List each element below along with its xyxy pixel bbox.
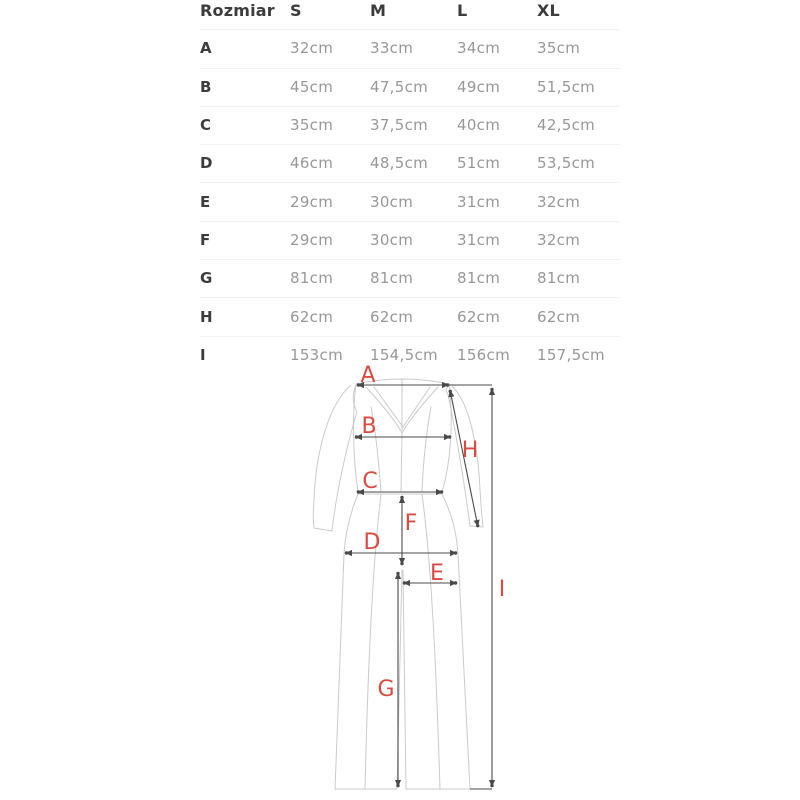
row-value: 49cm bbox=[457, 77, 501, 96]
row-value: 48,5cm bbox=[370, 154, 429, 173]
measure-label-a: A bbox=[360, 363, 376, 388]
row-value: 29cm bbox=[290, 230, 334, 249]
measure-label-i: I bbox=[498, 577, 506, 602]
table-header-size-l: L bbox=[457, 0, 468, 20]
row-value: 81cm bbox=[290, 269, 334, 288]
row-value: 154,5cm bbox=[370, 345, 438, 364]
table-header-size-xl: XL bbox=[537, 0, 560, 20]
row-value: 62cm bbox=[537, 307, 581, 326]
row-value: 31cm bbox=[457, 230, 501, 249]
row-label: E bbox=[200, 192, 211, 211]
row-value: 34cm bbox=[457, 39, 501, 58]
row-value: 31cm bbox=[457, 192, 501, 211]
measure-label-f: F bbox=[404, 511, 418, 536]
row-value: 42,5cm bbox=[537, 116, 596, 135]
table-header-size-s: S bbox=[290, 0, 302, 20]
row-value: 47,5cm bbox=[370, 77, 429, 96]
row-label: A bbox=[200, 39, 212, 58]
measure-label-h: H bbox=[461, 438, 479, 463]
row-value: 53,5cm bbox=[537, 154, 596, 173]
row-value: 62cm bbox=[370, 307, 414, 326]
row-value: 45cm bbox=[290, 77, 334, 96]
row-value: 153cm bbox=[290, 345, 343, 364]
row-value: 37,5cm bbox=[370, 116, 429, 135]
row-label: G bbox=[200, 269, 213, 288]
row-value: 46cm bbox=[290, 154, 334, 173]
row-value: 30cm bbox=[370, 192, 414, 211]
row-value: 35cm bbox=[537, 39, 581, 58]
measure-label-d: D bbox=[363, 530, 381, 555]
row-value: 157,5cm bbox=[537, 345, 605, 364]
table-header-dimension: Rozmiar bbox=[200, 0, 275, 20]
row-value: 32cm bbox=[290, 39, 334, 58]
row-value: 81cm bbox=[457, 269, 501, 288]
row-value: 29cm bbox=[290, 192, 334, 211]
row-label: C bbox=[200, 116, 212, 135]
measure-label-b: B bbox=[361, 414, 377, 439]
row-value: 62cm bbox=[290, 307, 334, 326]
row-value: 51,5cm bbox=[537, 77, 596, 96]
row-value: 156cm bbox=[457, 345, 510, 364]
row-value: 35cm bbox=[290, 116, 334, 135]
measure-label-g: G bbox=[377, 677, 395, 702]
table-header-size-m: M bbox=[370, 0, 387, 20]
row-value: 62cm bbox=[457, 307, 501, 326]
measurement-labels bbox=[360, 363, 505, 702]
row-label: D bbox=[200, 154, 213, 173]
sleeve-left bbox=[313, 385, 357, 531]
row-value: 32cm bbox=[537, 192, 581, 211]
measure-label-e: E bbox=[430, 561, 444, 586]
measure-label-c: C bbox=[362, 469, 378, 494]
row-value: 51cm bbox=[457, 154, 501, 173]
row-value: 40cm bbox=[457, 116, 501, 135]
row-label: F bbox=[200, 230, 211, 249]
row-value: 33cm bbox=[370, 39, 414, 58]
row-value: 81cm bbox=[370, 269, 414, 288]
row-value: 30cm bbox=[370, 230, 414, 249]
row-label: B bbox=[200, 77, 212, 96]
row-label: H bbox=[200, 307, 213, 326]
row-label: I bbox=[200, 345, 206, 364]
row-value: 81cm bbox=[537, 269, 581, 288]
row-value: 32cm bbox=[537, 230, 581, 249]
